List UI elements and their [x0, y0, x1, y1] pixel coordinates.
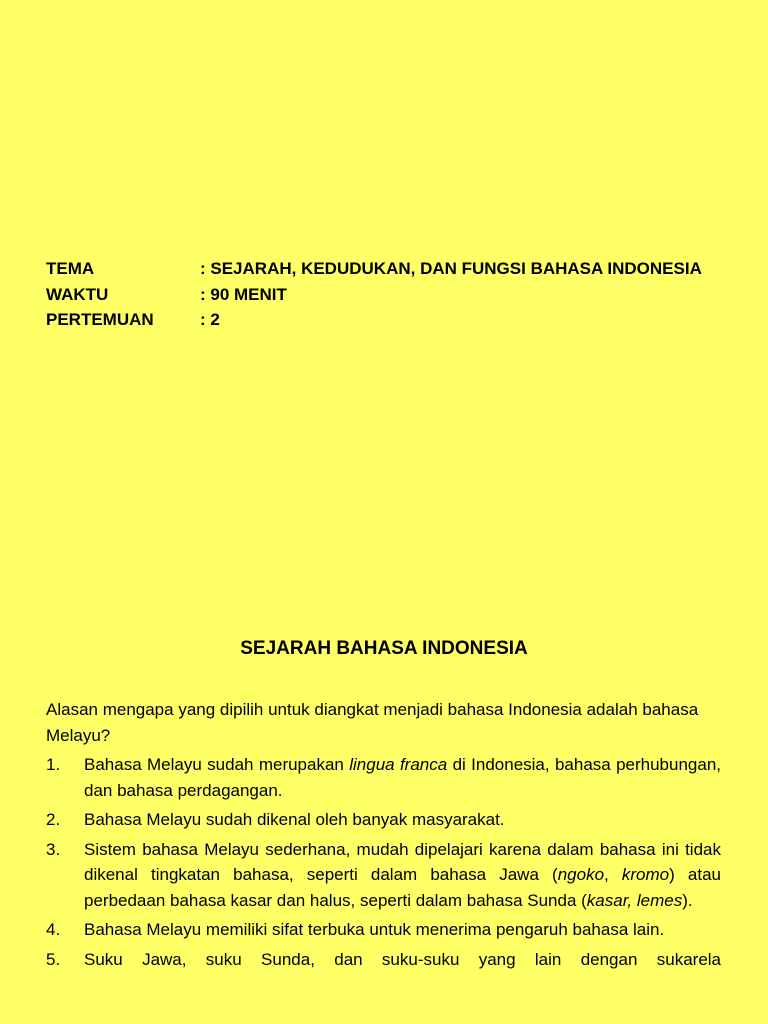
section-title: SEJARAH BAHASA INDONESIA	[240, 638, 528, 659]
text-run: ).	[682, 890, 693, 910]
italic-term: ngoko	[557, 865, 605, 884]
list-item	[46, 947, 721, 973]
list-item	[46, 917, 721, 943]
list-text	[84, 752, 721, 803]
list-item	[46, 807, 721, 833]
text-run: ) atau perbedaan bahasa kasar dan halus, seperti dalam bahasa Sunda (	[84, 865, 721, 910]
italic-term: kromo	[621, 865, 670, 884]
text-run: Bahasa Melayu memiliki sifat terbuka untuk menerima pengaruh bahasa lain.	[84, 920, 665, 939]
meta-row-waktu	[46, 282, 702, 308]
meta-value: : SEJARAH, KEDUDUKAN, DAN FUNGSI BAHASA INDONESIA	[200, 259, 702, 278]
list-item	[46, 752, 721, 803]
list-number: 4.	[46, 920, 61, 939]
italic-term: kasar, lemes	[586, 890, 683, 910]
italic-term: lingua franca	[349, 755, 448, 774]
meta-value: : 90 MENIT	[200, 284, 287, 304]
text-run: Bahasa Melayu sudah merupakan	[84, 755, 350, 774]
list-number: 3.	[46, 839, 61, 859]
meta-label: TEMA	[46, 259, 95, 278]
text-run: di Indonesia, bahasa perhubungan, dan bahasa perdagangan.	[84, 755, 722, 800]
meta-row-pertemuan	[46, 307, 702, 333]
list-text	[84, 947, 721, 973]
text-run: Sistem bahasa Melayu sederhana, mudah dipelajari karena dalam bahasa ini tidak dikenal tingkatan bahasa, seperti dalam bahasa Jawa (	[84, 839, 721, 884]
document-header	[46, 256, 702, 333]
reasons-list	[46, 752, 721, 972]
section-body	[46, 697, 721, 976]
list-number: 5.	[46, 949, 61, 969]
text-run: Bahasa Melayu sudah dikenal oleh banyak masyarakat.	[84, 810, 505, 829]
intro-paragraph: Alasan mengapa yang dipilih untuk diangkat menjadi bahasa Indonesia adalah bahasa Melayu?	[46, 700, 699, 745]
meta-label: WAKTU	[46, 284, 109, 304]
list-item	[46, 837, 721, 914]
list-text	[84, 837, 721, 914]
meta-row-tema	[46, 256, 702, 282]
list-number: 2.	[46, 810, 61, 829]
text-run: Suku Jawa, suku Sunda, dan suku-suku yang lain dengan sukarela	[84, 949, 721, 969]
list-number: 1.	[46, 755, 61, 774]
meta-label: PERTEMUAN	[46, 310, 154, 329]
list-text	[84, 917, 721, 943]
text-run: ,	[604, 865, 622, 884]
list-text	[84, 807, 721, 833]
meta-value: : 2	[200, 310, 220, 329]
